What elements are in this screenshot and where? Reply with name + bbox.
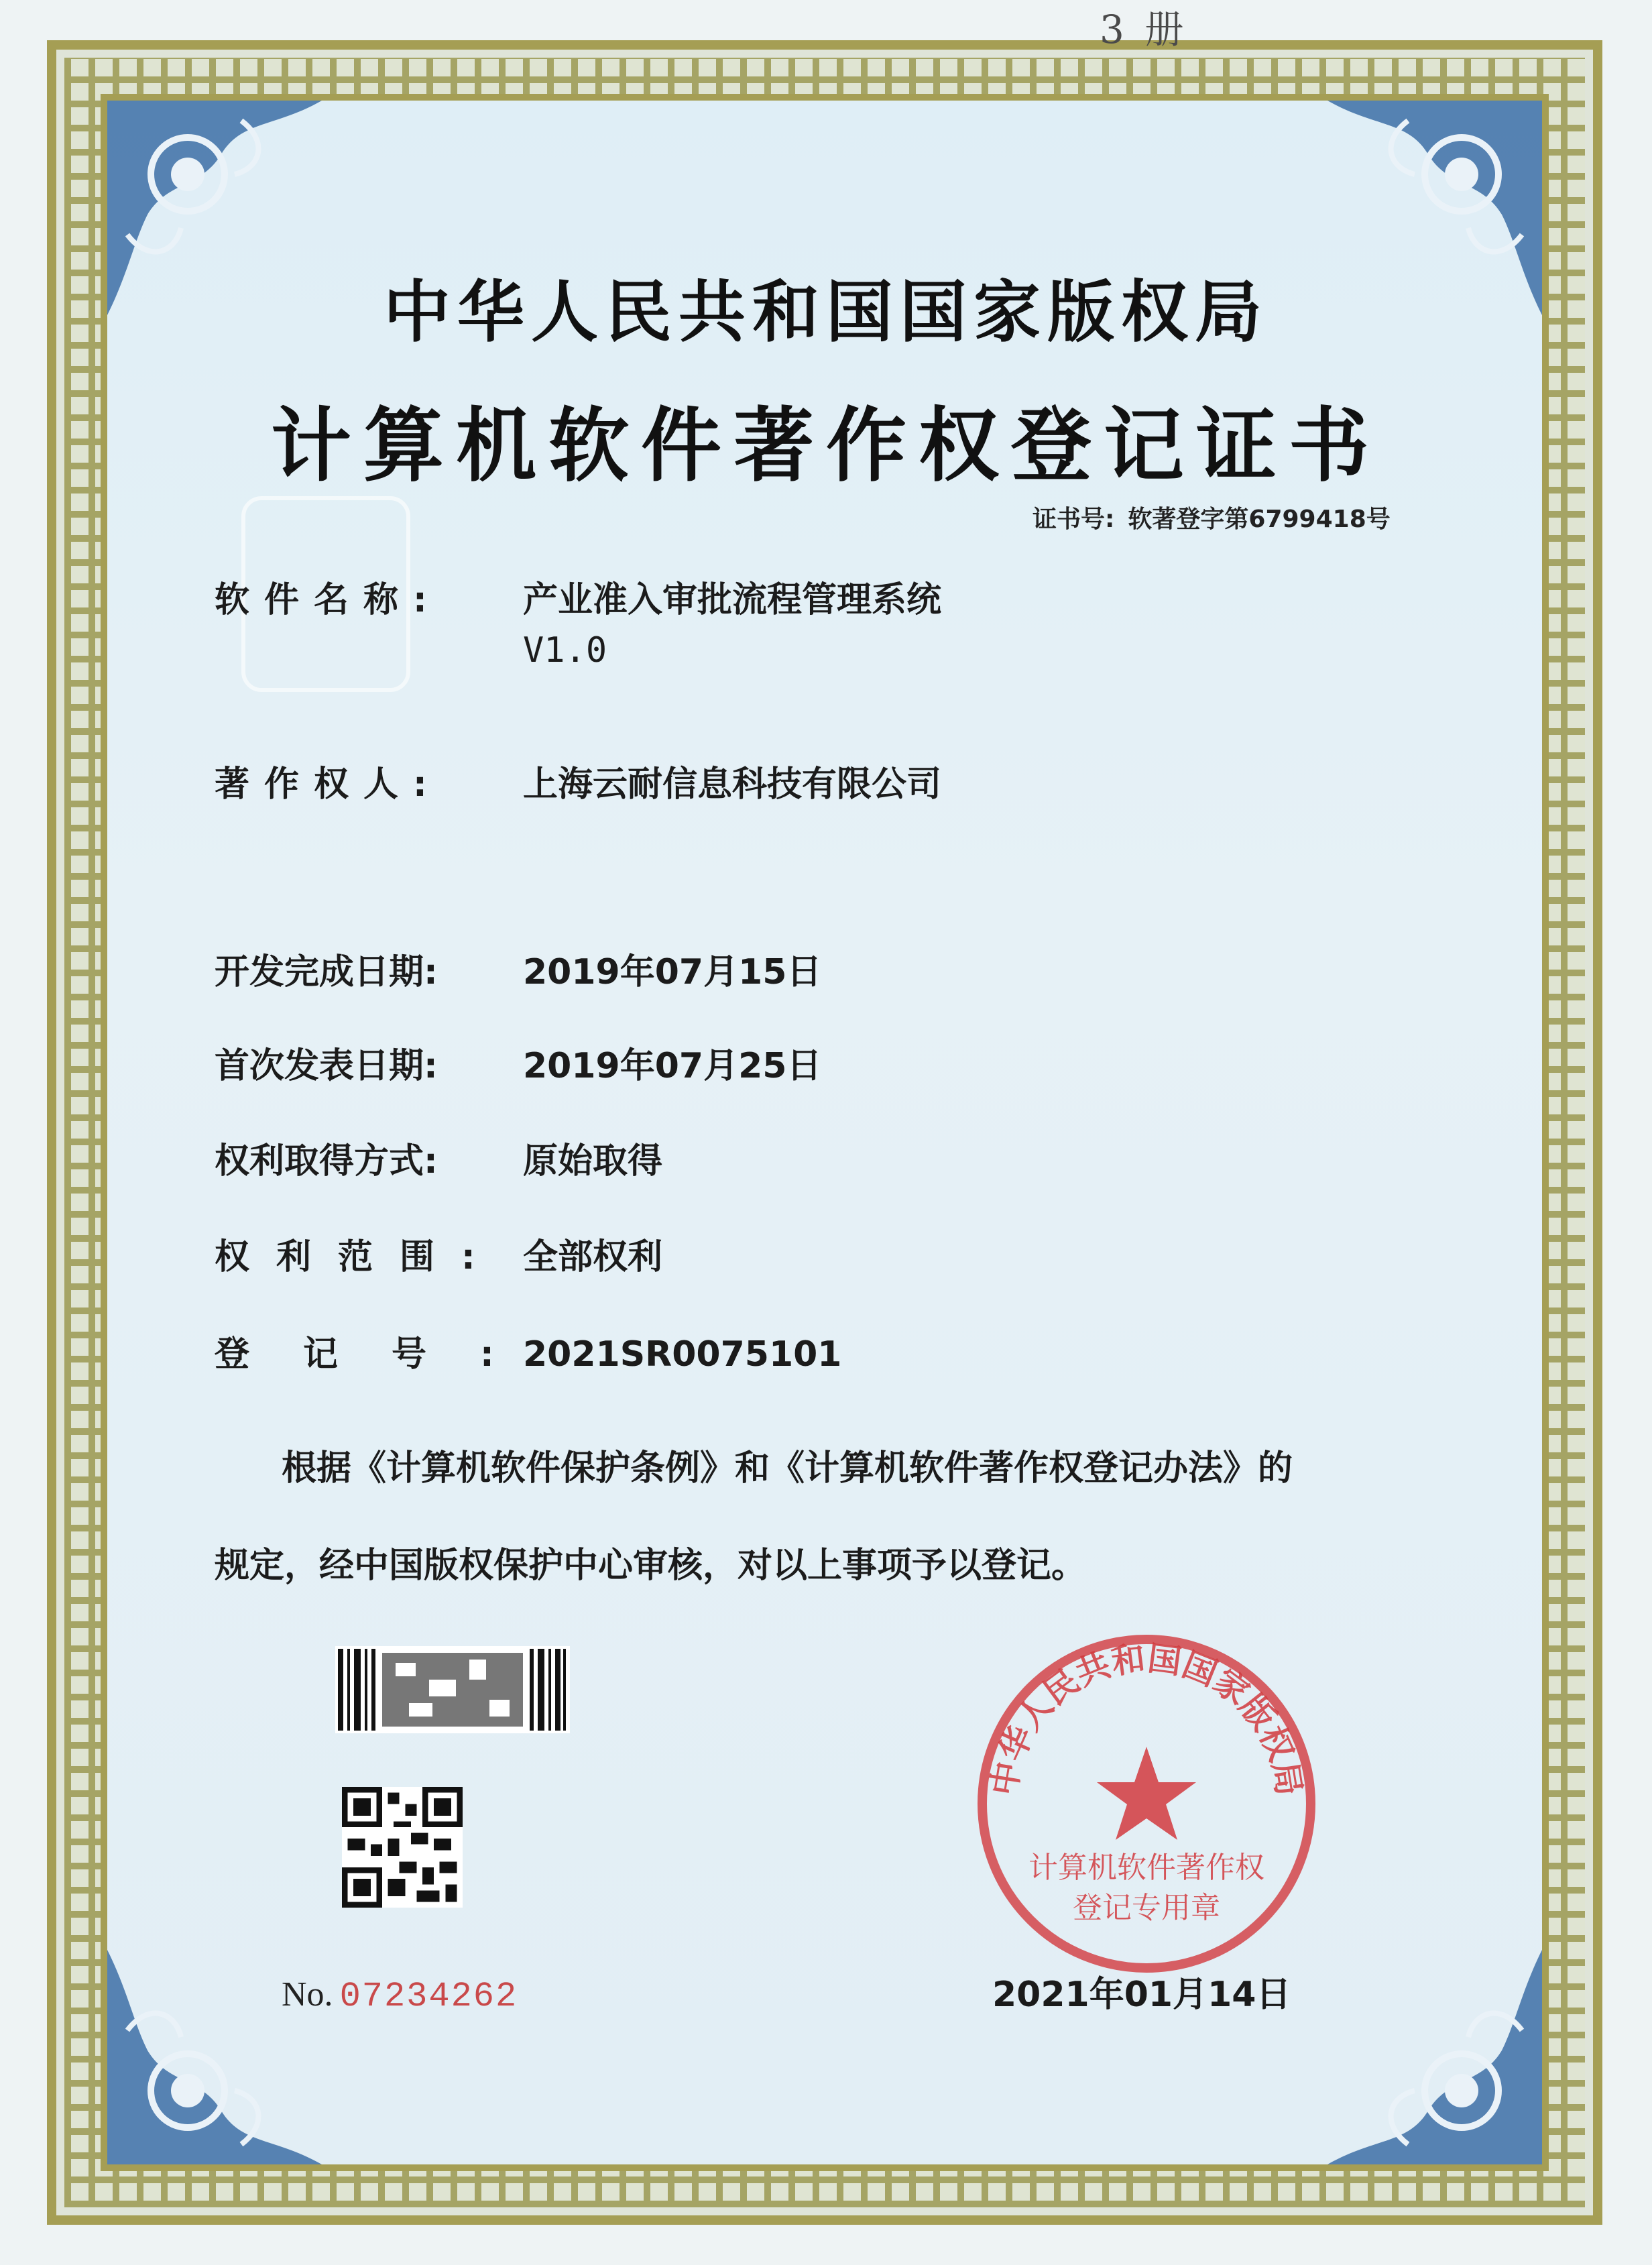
field-value: 2019年07月25日: [523, 1046, 822, 1086]
corner-ornament-icon: [1328, 1950, 1542, 2164]
serial-label: No.: [282, 1975, 333, 2014]
handwritten-annotation: 3 册: [1100, 7, 1188, 52]
statement-line-2: 规定，经中国版权保护中心审核，对以上事项予以登记。: [215, 1546, 1087, 1586]
certificate-number: [1032, 503, 1455, 536]
field-value: 2019年07月15日: [523, 952, 822, 992]
qr-code-icon: [342, 1787, 463, 1908]
seal-ring-text: 中华人民共和国国家版权局: [984, 1637, 1309, 1798]
issue-date: 2021年01月14日: [992, 1975, 1291, 2015]
seal-line-2: 登记专用章: [1073, 1891, 1220, 1925]
serial-number: [282, 1971, 617, 2018]
field-label: 首次发表日期:: [215, 1046, 438, 1086]
certificate-number-label: 证书号:: [1032, 506, 1115, 533]
field-label: 软件名称:: [215, 580, 442, 620]
issuing-authority: 中华人民共和国国家版权局: [384, 272, 1268, 351]
field-label: 权利取得方式:: [215, 1141, 438, 1181]
statement-line-1: 根据《计算机软件保护条例》和《计算机软件著作权登记办法》的: [282, 1448, 1293, 1489]
field-value: 2021SR0075101: [523, 1334, 842, 1375]
field-label: 开发完成日期:: [215, 952, 438, 992]
field-value: 原始取得: [523, 1141, 663, 1181]
barcode-icon: [335, 1646, 570, 1733]
field-value: V1.0: [523, 630, 607, 671]
seal-line-1: 计算机软件著作权: [1028, 1851, 1264, 1885]
field-label: 权利范围:: [215, 1237, 502, 1277]
field-value: 全部权利: [523, 1237, 663, 1277]
certificate-number-value: 软著登字第6799418号: [1128, 506, 1391, 533]
certificate-title: 计算机软件著作权登记证书: [271, 398, 1381, 493]
field-label: 登记号:: [215, 1334, 548, 1375]
field-value: 产业准入审批流程管理系统: [523, 580, 942, 620]
field-value: 上海云耐信息科技有限公司: [523, 764, 942, 805]
serial-value: 07234262: [339, 1977, 518, 2016]
official-seal-icon: [972, 1629, 1321, 1978]
field-label: 著作权人:: [215, 764, 442, 805]
